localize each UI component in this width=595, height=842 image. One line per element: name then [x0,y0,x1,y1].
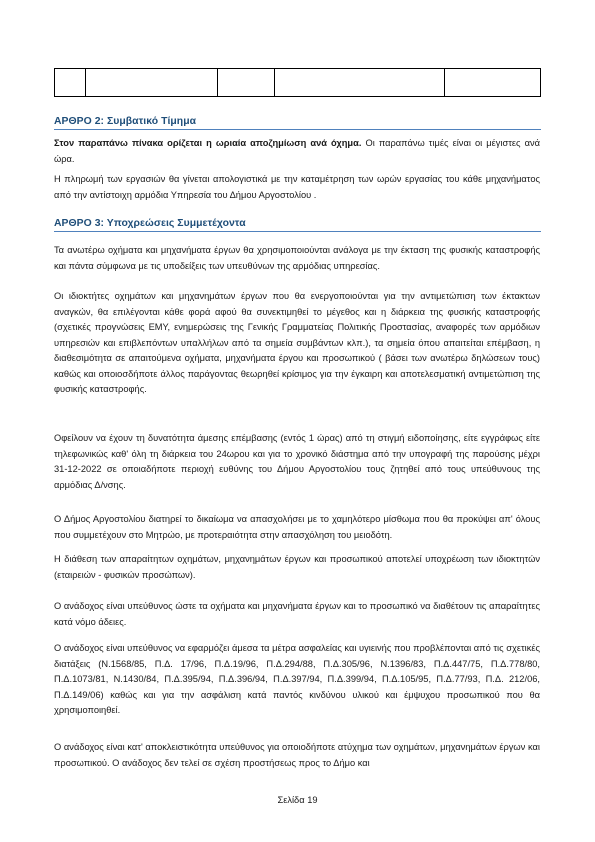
table-cell [55,69,86,97]
paragraph-text: Οι παραπάνω τιμές είναι οι μέγιστες ανά ώρα. [54,138,540,164]
section-3-heading: ΑΡΘΡΟ 3: Υποχρεώσεις Συμμετέχοντα [54,218,541,232]
table-cell [445,69,541,97]
bold-lead-text: Στον παραπάνω πίνακα ορίζεται η ωριαία αποζημίωση ανά όχημα. [54,138,362,148]
section-3-paragraph: Οφείλουν να έχουν τη δυνατότητα άμεσης επέμβασης (εντός 1 ώρας) από τη στιγμή ειδοποίησης, είτε εγγράφως είτε τηλεφωνικώς καθ' όλη τη διάρκεια του 24ωρου και για το χρονικό διάστημα από την υπογραφή της παρούσης μέχρι 31-12-2022 σε οποιαδήποτε περιοχή ευθύνης του Δήμου Αργοστολίου τους ζητηθεί από τους υπεύθυνους της αρμόδιας Δ/νσης. [54,433,540,490]
section-3-paragraph: Ο ανάδοχος είναι υπεύθυνος να εφαρμόζει άμεσα τα μέτρα ασφαλείας και υγιεινής που προβλέπονται από τις σχετικές διατάξεις (Ν.1568/85, Π.Δ. 17/96, Π.Δ.19/96, Π.Δ.294/88, Π.Δ.305/96, Ν.1396/83, Π.Δ.447/75, Π.Δ.778/80, Π.Δ.1073/81, Ν.1430/84, Π.Δ.395/94, Π.Δ.396/94, Π.Δ.397/94, Π.Δ.399/94, Π.Δ.105/95, Π.Δ.77/93, Π.Δ. 212/06, Π.Δ.149/06) καθώς και για την ασφάλιση κατά παντός κινδύνου υλικού και έμψυχου προσωπικού που θα χρησιμοποιηθεί. [54,643,540,715]
page-number: Σελίδα 19 [277,795,318,805]
section-2-heading: ΑΡΘΡΟ 2: Συμβατικό Τίμημα [54,116,541,130]
pricing-table-fragment [54,68,541,97]
table-cell [86,69,218,97]
table-cell [275,69,445,97]
section-3-paragraph: Η διάθεση των απαραίτητων οχημάτων, μηχανημάτων έργων και προσωπικού αποτελεί υποχρέωση των ιδιοκτητών (εταιρειών - φυσικών προσώπων). [54,554,540,580]
table-row [55,69,541,97]
section-3-paragraph: Τα ανωτέρω οχήματα και μηχανήματα έργων θα χρησιμοποιούνται ανάλογα με την έκταση της φυσικής καταστροφής και πάντα σύμφωνα με τις υποδείξεις των υπευθύνων της αρμόδιας υπηρεσίας. [54,245,540,271]
section-3-paragraph: Ο ανάδοχος είναι υπεύθυνος ώστε τα οχήματα και μηχανήματα έργων και το προσωπικό να διαθέτουν τις απαραίτητες κατά νόμο άδειες. [54,601,540,627]
section-3-paragraph: Ο Δήμος Αργοστολίου διατηρεί το δικαίωμα να απασχολήσει με το χαμηλότερο μίσθωμα που θα προκύψει απ' όλους που συμμετέχουν στο Μητρώο, με προτεραιότητα στην απασχόληση του μειοδότη. [54,514,540,540]
section-2-paragraph-1 [54,136,540,167]
section-2-paragraph-2: Η πληρωμή των εργασιών θα γίνεται απολογιστικά με την καταμέτρηση των ωρών εργασίας του κάθε μηχανήματος από την αντίστοιχη αρμόδια Υπηρεσία του Δήμου Αργοστολίου . [54,174,540,200]
section-3-paragraph: Ο ανάδοχος είναι κατ' αποκλειστικότητα υπεύθυνος για οποιοδήποτε ατύχημα των οχημάτων, μηχανημάτων έργων και προσωπικού. Ο ανάδοχος δεν τελεί σε σχέση προστήσεως προς το Δήμο και [54,742,540,768]
section-3-paragraph: Οι ιδιοκτήτες οχημάτων και μηχανημάτων έργων που θα ενεργοποιούνται για την αντιμετώπιση των έκτακτων αναγκών, θα επιλέγονται κάθε φορά αφού θα συνεκτιμηθεί το μέγεθος και η διάρκεια της φυσικής καταστροφής (σχετικές προγνώσεις ΕΜΥ, ενημερώσεις της Γενικής Γραμματείας Πολιτικής Προστασίας, αναφορές των αρμόδιων υπηρεσιών και επιβλεπόντων υπαλλήλων από τα σημεία συμβάντων κλπ.), τα σημεία όπου απαιτείται επέμβαση, η διαθεσιμότητα σε απαιτούμενα οχήματα, μηχανήματα έργου και προσωπικού ( βάσει των ανωτέρω δηλώσεων τους) καθώς και οποιοσδήποτε άλλος παράγοντας θεωρηθεί κρίσιμος για την έγκαιρη και αποτελεσματική αντιμετώπιση της φυσικής καταστροφής. [54,291,540,394]
table-cell [218,69,275,97]
